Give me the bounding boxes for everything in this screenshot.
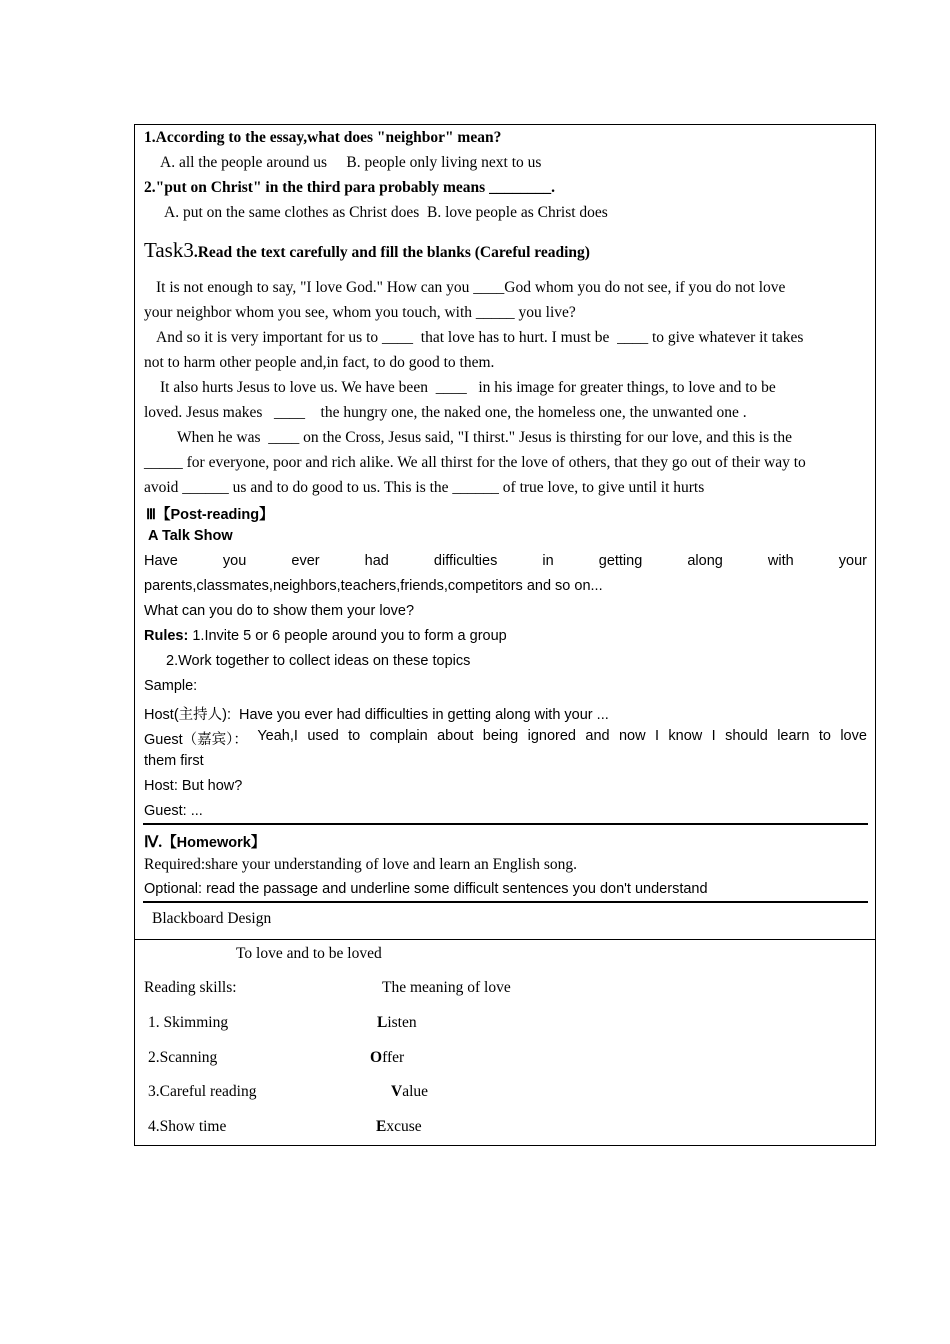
guest-line-1-cont: them first [144, 753, 204, 769]
skill-item: 2.Scanning [148, 1049, 218, 1066]
word: Have [144, 553, 178, 569]
section-divider [143, 823, 868, 825]
word: I [654, 728, 660, 744]
question-1: 1.According to the essay,what does "neighbor" mean? [144, 129, 502, 146]
host-text: Have you ever had difficulties in getting along with your ... [231, 707, 609, 723]
love-initial: E [376, 1118, 387, 1135]
question-1-options: A. all the people around us B. people only living next to us [160, 154, 542, 171]
task3-line: loved. Jesus makes ____ the hungry one, the naked one, the homeless one, the unwanted one . [144, 404, 747, 421]
host-line-1 [144, 703, 609, 724]
word: and [585, 728, 610, 744]
task3-heading [144, 238, 590, 263]
homework-heading [144, 831, 265, 852]
word: ignored [527, 728, 576, 744]
question-2-options: A. put on the same clothes as Christ does B. love people as Christ does [164, 204, 608, 221]
question-2: 2."put on Christ" in the third para probably means ________. [144, 179, 555, 196]
word: being [482, 728, 519, 744]
word: along [687, 553, 723, 569]
love-item [377, 1014, 417, 1032]
task3-line: When he was ____ on the Cross, Jesus said, "I thirst." Jesus is thirsting for our love, and this is the [177, 429, 792, 446]
love-rest: xcuse [386, 1118, 422, 1135]
sample-label: Sample: [144, 678, 198, 694]
word: had [364, 553, 389, 569]
word: know [668, 728, 703, 744]
word: with [767, 553, 794, 569]
talk-show-intro-cont: parents,classmates,neighbors,teachers,friends,competitors and so on... [144, 578, 603, 594]
skill-item: 4.Show time [148, 1118, 227, 1135]
love-initial: L [377, 1014, 388, 1031]
section-divider [143, 901, 868, 903]
task3-prefix: Task3 [144, 238, 194, 262]
guest-line-2: Guest: ... [144, 803, 203, 819]
blackboard-label: Blackboard Design [152, 910, 272, 927]
skill-item: 3.Careful reading [148, 1083, 257, 1100]
task3-line: _____ for everyone, poor and rich alike. We all thirst for the love of others, that they go out of their way to [144, 454, 806, 471]
task3-line: not to harm other people and,in fact, to do good to them. [144, 354, 495, 371]
word: love [840, 728, 867, 744]
rules-line [144, 628, 507, 644]
word: ever [291, 553, 320, 569]
word: about [437, 728, 474, 744]
love-rest: ffer [382, 1049, 405, 1066]
love-rest: alue [402, 1083, 429, 1100]
homework-number: Ⅳ. [144, 834, 163, 851]
task3-line: It also hurts Jesus to love us. We have been ____ in his image for greater things, to love and to be [160, 379, 776, 396]
word: now [618, 728, 646, 744]
word: difficulties [433, 553, 498, 569]
table-row-divider [134, 939, 876, 940]
word: I [711, 728, 716, 744]
homework-optional: Optional: read the passage and underline some difficult sentences you don't understand [144, 881, 708, 897]
word: used [307, 728, 339, 744]
task3-line: It is not enough to say, "I love God." How can you ____God whom you do not see, if you do not love [156, 279, 786, 296]
task3-line: And so it is very important for us to ____ that love has to hurt. I must be ____ to give whatever it takes [156, 329, 804, 346]
skill-item: 1. Skimming [148, 1014, 229, 1031]
task3-line: avoid ______ us and to do good to us. This is the ______ of true love, to give until it hurts [144, 479, 705, 496]
homework-title: 【Homework】 [162, 835, 266, 851]
host-line-2: Host: But how? [144, 778, 243, 794]
word: to [818, 728, 831, 744]
word: you [222, 553, 247, 569]
talk-show-intro-line [144, 553, 867, 569]
task3-line: your neighbor whom you see, whom you touch, with _____ you live? [144, 304, 576, 321]
rule-2: 2.Work together to collect ideas on these topics [166, 653, 471, 669]
talk-show-heading: A Talk Show [148, 528, 233, 544]
love-initial: V [391, 1083, 403, 1100]
post-reading-heading: Ⅲ【Post-reading】 [146, 507, 274, 523]
word: learn [777, 728, 810, 744]
word: Yeah,I [257, 728, 298, 744]
guest-line-1 [144, 728, 867, 749]
host-label: Host(主持人): [144, 707, 231, 723]
word: getting [598, 553, 643, 569]
rules-label: Rules: [144, 628, 189, 644]
word: in [542, 553, 554, 569]
love-item [370, 1049, 404, 1067]
word: your [838, 553, 867, 569]
task3-title: .Read the text carefully and fill the blanks (Careful reading) [193, 244, 590, 261]
meaning-of-love-label: The meaning of love [382, 979, 511, 996]
love-item [376, 1118, 422, 1136]
rule-1: 1.Invite 5 or 6 people around you to form a group [188, 628, 507, 644]
word: should [725, 728, 768, 744]
word: complain [369, 728, 428, 744]
guest-label: Guest（嘉宾）： [144, 732, 248, 748]
love-rest: isten [387, 1014, 417, 1031]
word: to [348, 728, 361, 744]
talk-show-question: What can you do to show them your love? [144, 603, 415, 619]
homework-required: Required:share your understanding of love and learn an English song. [144, 856, 578, 873]
love-item [391, 1083, 428, 1101]
blackboard-title: To love and to be loved [236, 945, 382, 962]
reading-skills-label: Reading skills: [144, 979, 237, 996]
love-initial: O [370, 1049, 383, 1066]
